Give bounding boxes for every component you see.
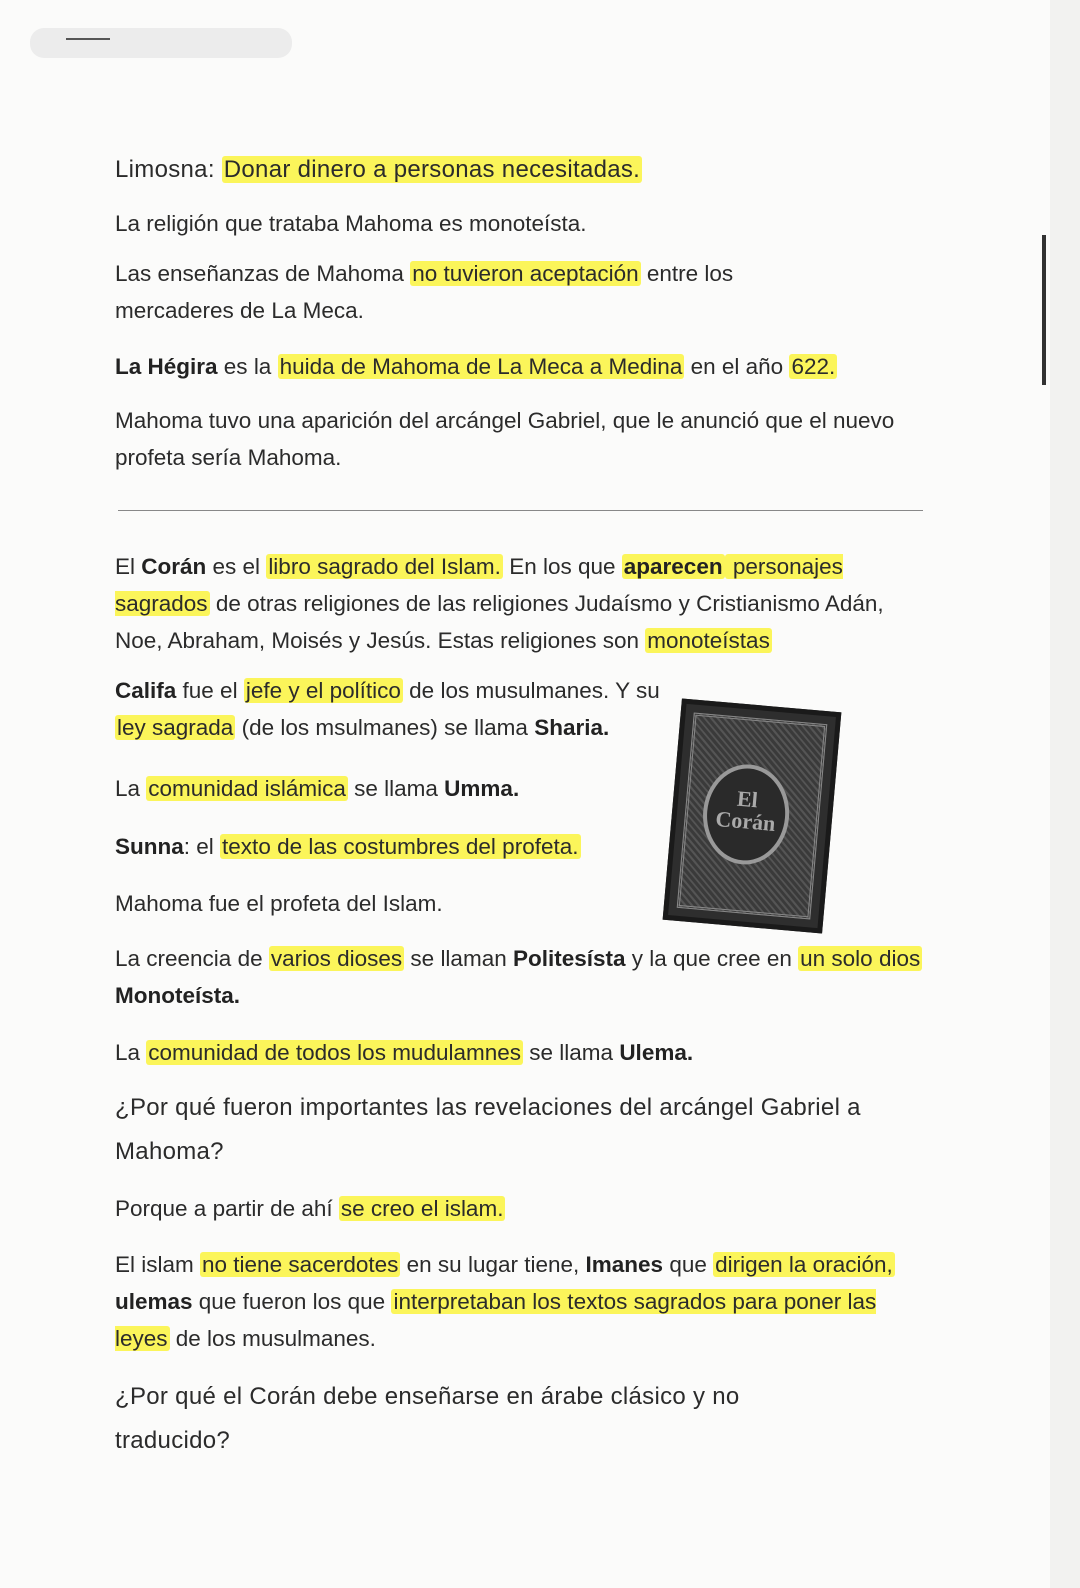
paragraph: [115, 672, 675, 746]
paragraph: [115, 1086, 945, 1174]
book-title-line2: Corán: [714, 805, 777, 837]
highlighted-text: jefe y el político: [245, 678, 401, 703]
text: : el: [183, 834, 221, 859]
text: Mahoma fue el profeta del Islam.: [115, 891, 443, 916]
paragraph: [115, 1190, 935, 1227]
text: es el: [206, 554, 267, 579]
paragraph: [115, 885, 635, 922]
text: de otras religiones de las religiones Judaísmo y Cristianismo Adán, Noe, Abraham, Moisés y Jesús. Estas religiones son: [115, 591, 884, 653]
text: La: [115, 1040, 147, 1065]
highlighted-text: varios dioses: [270, 946, 403, 971]
bold-text: Politesísta: [512, 946, 626, 971]
bold-text: ulemas: [115, 1289, 193, 1314]
text: y la que cree en: [625, 946, 799, 971]
text: Porque a partir de ahí: [115, 1196, 339, 1221]
highlighted-text: Donar dinero a personas necesitadas.: [223, 156, 641, 183]
paragraph: [115, 828, 655, 865]
text: Mahoma tuvo una aparición del arcángel Gabriel, que le anunció que el nuevo profeta sería Mahoma.: [115, 408, 895, 470]
highlighted-text: libro sagrado del Islam.: [268, 554, 501, 579]
text: En los que: [502, 554, 622, 579]
text: El: [115, 554, 142, 579]
text: (de los msulmanes) se llama: [235, 715, 535, 740]
bold-text: Califa: [115, 678, 177, 703]
bold-text: Corán: [141, 554, 207, 579]
paragraph: [115, 1375, 835, 1463]
paragraph: [115, 402, 915, 476]
highlighted-text: aparecen: [623, 554, 723, 579]
paragraph: [115, 1246, 915, 1357]
highlighted-text: ley sagrada: [117, 715, 234, 740]
highlighted-text: se creo el islam.: [340, 1196, 504, 1221]
text: de los musulmanes.: [169, 1326, 376, 1351]
paragraph: [115, 255, 815, 329]
text: se llaman: [404, 946, 513, 971]
divider: [118, 510, 923, 511]
text: fue el: [176, 678, 244, 703]
highlighted-text: comunidad islámica: [148, 776, 346, 801]
minimize-line: [66, 38, 110, 40]
highlighted-text: texto de las costumbres del profeta.: [222, 834, 579, 859]
text: en el año: [684, 354, 790, 379]
bold-text: Imanes: [585, 1252, 664, 1277]
bold-text: Sharia.: [534, 715, 610, 740]
paragraph: [115, 348, 935, 385]
paragraph: [115, 770, 635, 807]
bold-text: Monoteísta.: [115, 983, 241, 1008]
paragraph: [115, 205, 935, 242]
book-title-line1: El: [736, 785, 759, 813]
highlighted-text: huida de Mahoma de La Meca a Medina: [279, 354, 683, 379]
highlighted-text: no tuvieron aceptación: [412, 261, 639, 286]
paragraph: [115, 940, 925, 1014]
text: es la: [217, 354, 278, 379]
paragraph: [115, 1034, 935, 1071]
quran-book-image: [663, 698, 842, 933]
paragraph: [115, 148, 935, 192]
text: que: [663, 1252, 714, 1277]
text: entre los mercaderes de La Meca.: [115, 261, 734, 323]
page-edge: [1042, 235, 1046, 385]
top-bar: [30, 28, 292, 58]
highlighted-text: no tiene sacerdotes: [202, 1252, 399, 1277]
highlighted-text: un solo dios: [800, 946, 921, 971]
text: que fueron los que: [192, 1289, 392, 1314]
text: de los musulmanes. Y su: [402, 678, 660, 703]
text: ¿Por qué fueron importantes las revelaciones del arcángel Gabriel a Mahoma?: [115, 1094, 861, 1165]
text: se llama: [523, 1040, 620, 1065]
bold-text: Umma.: [444, 776, 520, 801]
highlighted-text: comunidad de todos los mudulamnes: [148, 1040, 522, 1065]
text: La: [115, 776, 147, 801]
highlighted-text: monoteístas: [647, 628, 770, 653]
text: Limosna:: [115, 156, 222, 183]
highlighted-text: dirigen la oración,: [715, 1252, 893, 1277]
highlighted-text: personajes sagrados: [115, 554, 843, 616]
highlighted-text: interpretaban los textos sagrados para poner las leyes: [115, 1289, 877, 1351]
text: La creencia de: [115, 946, 269, 971]
bold-text: Sunna: [115, 834, 184, 859]
text: La religión que trataba Mahoma es monoteísta.: [115, 211, 587, 236]
text: Las enseñanzas de Mahoma: [115, 261, 411, 286]
text: se llama: [347, 776, 445, 801]
highlighted-text: 622.: [791, 354, 836, 379]
text: en su lugar tiene,: [400, 1252, 586, 1277]
paragraph: [115, 548, 935, 659]
bold-text: La Hégira: [115, 354, 218, 379]
bold-text: Ulema.: [619, 1040, 694, 1065]
text: El islam: [115, 1252, 201, 1277]
text: ¿Por qué el Corán debe enseñarse en árabe clásico y no traducido?: [115, 1383, 740, 1454]
